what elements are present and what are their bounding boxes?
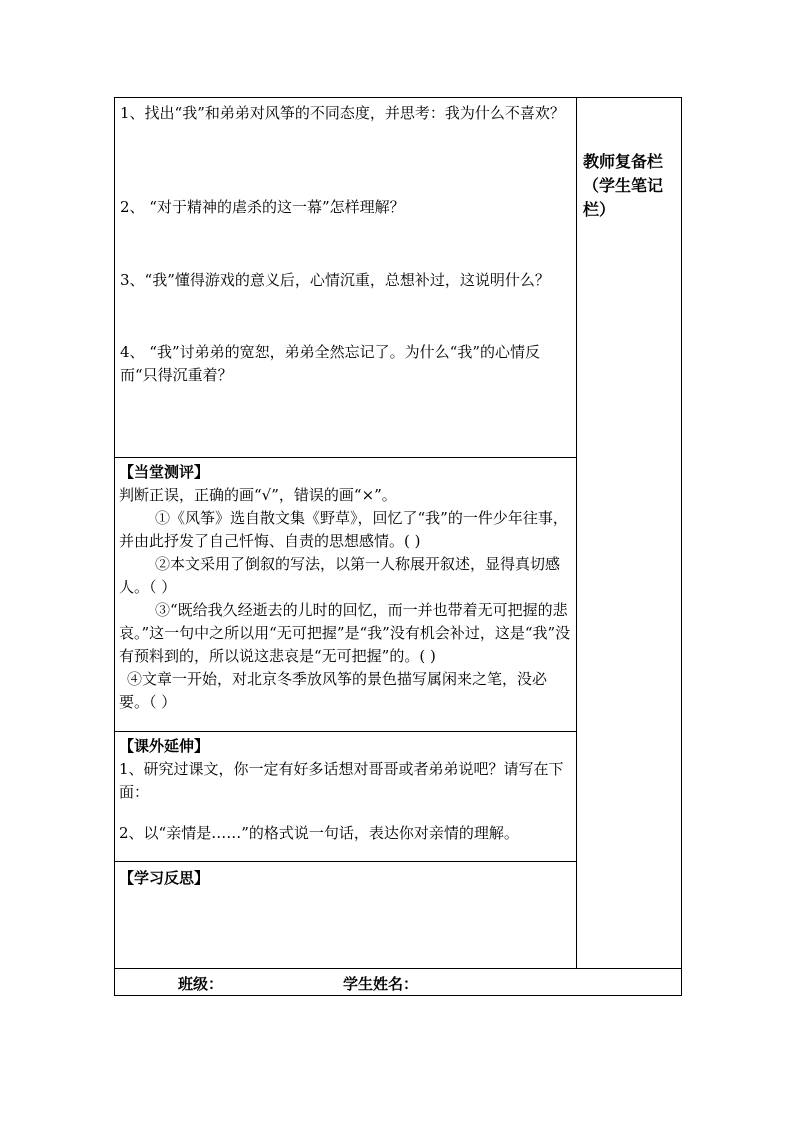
test-item-2: ②本文采用了倒叙的写法，以第一人称展开叙述，显得真切感人。（ ）: [119, 555, 561, 596]
teacher-notes-title: 教师复备栏（学生笔记栏）: [583, 152, 664, 219]
test-title: 【当堂测评】: [119, 463, 210, 481]
test-section: [115, 458, 576, 732]
reflection-title: 【学习反思】: [119, 869, 210, 887]
test-item-3: ③“既给我久经逝去的儿时的回忆，而一并也带着无可把握的悲哀。”这一句中之所以用“无可把握”是“我”没有机会补过，这是“我”没有预料到的，所以说这悲哀是“无可把握”的。( ): [119, 601, 571, 665]
question-4: 4、 “我”讨弟弟的宽恕，弟弟全然忘记了。为什么“我”的心情反而“只得沉重着？: [120, 343, 540, 384]
footer-row: [115, 968, 681, 995]
extension-section: [115, 732, 576, 862]
extension-item-1: 1、研究过课文，你一定有好多话想对哥哥或者弟弟说吧？请写在下面：: [119, 760, 564, 801]
question-1: 1、找出“我”和弟弟对风筝的不同态度，并思考：我为什么不喜欢？: [120, 104, 565, 122]
worksheet-table: [114, 97, 682, 996]
test-item-1: ①《风筝》选自散文集《野草》，回忆了“我”的一件少年往事，并由此抒发了自己忏悔、自责的思想感情。( ): [119, 509, 568, 550]
test-instruction: 判断正误，正确的画“√”，错误的画“×”。: [119, 486, 397, 504]
questions-section: [115, 98, 576, 458]
reflection-section: [115, 862, 576, 968]
test-item-4: ④文章一开始，对北京冬季放风筝的景色描写属闲来之笔，没必要。（ ）: [119, 670, 548, 711]
main-column: [115, 98, 577, 968]
teacher-notes-column: [577, 98, 681, 968]
extension-title: 【课外延伸】: [119, 737, 210, 755]
class-label: 班级：: [178, 975, 224, 993]
student-name-label: 学生姓名：: [343, 975, 419, 993]
question-2: 2、 “对于精神的虐杀的这一幕”怎样理解？: [120, 198, 405, 216]
extension-item-2: 2、以“亲情是……”的格式说一句话，表达你对亲情的理解。: [119, 824, 519, 842]
question-3: 3、“我”懂得游戏的意义后，心情沉重，总想补过，这说明什么？: [120, 271, 550, 289]
